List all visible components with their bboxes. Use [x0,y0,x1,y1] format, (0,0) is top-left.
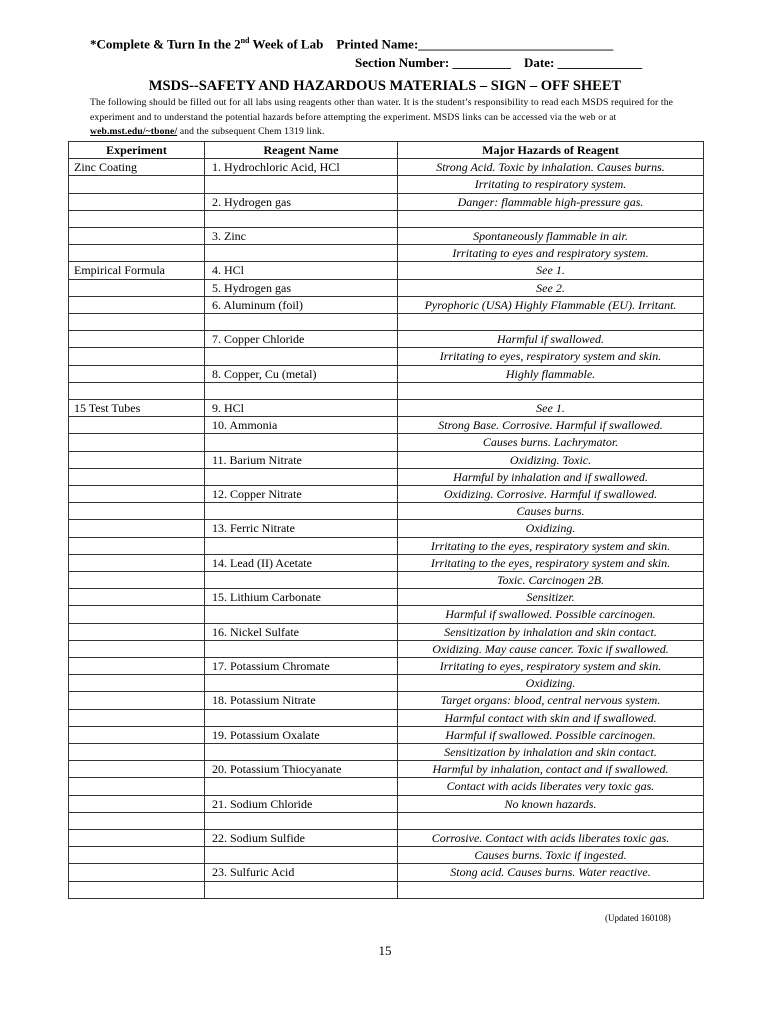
experiment-cell [69,210,205,227]
table-row [69,623,704,640]
experiment-cell [69,709,205,726]
table-row [69,744,704,761]
table-row [69,847,704,864]
experiment-cell [69,365,205,382]
hazard-cell: Corrosive. Contact with acids liberates toxic gas. [398,830,704,847]
experiment-cell [69,468,205,485]
hazard-cell: Irritating to respiratory system. [398,176,704,193]
page-title: MSDS--SAFETY AND HAZARDOUS MATERIALS – SIGN – OFF SHEET [148,78,622,94]
header-line1-suffix: Week of Lab [249,36,324,52]
experiment-cell [69,537,205,554]
reagent-cell [205,382,398,399]
hazard-cell: Irritating to the eyes, respiratory system and skin. [398,554,704,571]
table-row [69,881,704,898]
experiment-cell [69,314,205,331]
experiment-cell [69,658,205,675]
table-row [69,434,704,451]
experiment-cell [69,606,205,623]
experiment-cell [69,744,205,761]
table-row [69,210,704,227]
table-body [69,159,704,899]
reagent-cell: 2. Hydrogen gas [205,193,398,210]
reagent-cell: 11. Barium Nitrate [205,451,398,468]
experiment-cell [69,520,205,537]
experiment-cell [69,761,205,778]
table-row [69,554,704,571]
experiment-cell [69,881,205,898]
hazard-cell: Irritating to the eyes, respiratory system and skin. [398,537,704,554]
experiment-cell [69,830,205,847]
table-row [69,382,704,399]
table-row [69,400,704,417]
hazard-cell: Spontaneously flammable in air. [398,228,704,245]
table-row [69,589,704,606]
table-row [69,314,704,331]
experiment-cell [69,572,205,589]
hazard-cell: Strong Base. Corrosive. Harmful if swallowed. [398,417,704,434]
hazard-cell: Causes burns. Toxic if ingested. [398,847,704,864]
table-row [69,658,704,675]
reagent-cell: 13. Ferric Nitrate [205,520,398,537]
reagent-cell: 20. Potassium Thiocyanate [205,761,398,778]
hazard-cell: Sensitizer. [398,589,704,606]
experiment-cell [69,434,205,451]
reagent-cell [205,675,398,692]
table-row [69,606,704,623]
table-row [69,778,704,795]
lab-instruction-header [90,36,613,52]
reagent-cell [205,744,398,761]
reagent-cell [205,176,398,193]
hazard-cell: No known hazards. [398,795,704,812]
hazard-cell: Danger: flammable high-pressure gas. [398,193,704,210]
reagent-cell: 4. HCl [205,262,398,279]
experiment-cell [69,675,205,692]
hazard-cell: Irritating to eyes and respiratory system. [398,245,704,262]
hazard-cell: Harmful if swallowed. [398,331,704,348]
table-row [69,193,704,210]
table-row [69,830,704,847]
hazard-cell: Oxidizing. Corrosive. Harmful if swallowed. [398,486,704,503]
header-line1-sup: nd [240,36,250,45]
experiment-cell [69,279,205,296]
hazard-cell: Oxidizing. Toxic. [398,451,704,468]
experiment-cell [69,296,205,313]
column-header-hazards: Major Hazards of Reagent [398,142,704,159]
column-header-experiment: Experiment [69,142,205,159]
experiment-cell [69,451,205,468]
table-row [69,795,704,812]
hazard-cell: Target organs: blood, central nervous system. [398,692,704,709]
experiment-cell [69,554,205,571]
hazard-cell: Stong acid. Causes burns. Water reactive. [398,864,704,881]
hazard-cell: Sensitization by inhalation and skin contact. [398,744,704,761]
experiment-cell [69,417,205,434]
hazard-cell: Contact with acids liberates very toxic gas. [398,778,704,795]
experiment-cell [69,503,205,520]
experiment-cell [69,245,205,262]
table-row [69,812,704,829]
reagent-cell: 21. Sodium Chloride [205,795,398,812]
table-row [69,675,704,692]
experiment-cell [69,193,205,210]
column-header-reagent: Reagent Name [205,142,398,159]
reagent-cell: 22. Sodium Sulfide [205,830,398,847]
reagent-cell [205,210,398,227]
table-row [69,417,704,434]
experiment-cell [69,864,205,881]
reagent-cell [205,434,398,451]
table-row [69,176,704,193]
experiment-cell [69,331,205,348]
reagent-cell: 19. Potassium Oxalate [205,726,398,743]
hazard-cell: Strong Acid. Toxic by inhalation. Causes burns. [398,159,704,176]
reagent-cell [205,847,398,864]
table-header-row [69,142,704,159]
reagent-cell: 1. Hydrochloric Acid, HCl [205,159,398,176]
experiment-cell [69,228,205,245]
header-line1-prefix: *Complete & Turn In the 2 [90,36,241,52]
printed-name-field[interactable]: Printed Name:______________________________ [336,36,614,52]
table-row [69,451,704,468]
table-row [69,726,704,743]
hazard-cell [398,382,704,399]
hazard-cell: Irritating to eyes, respiratory system and skin. [398,348,704,365]
experiment-cell [69,726,205,743]
reagent-cell: 3. Zinc [205,228,398,245]
intro-text-before: The following should be filled out for all labs using reagents other than water. It is the student’s responsibility to read each MSDS required for the experiment and to understand the potential hazards before attempting the experiment. MSDS links can be accessed via the web or at [90,97,674,123]
reagent-cell [205,348,398,365]
page-number: 15 [378,943,392,958]
hazard-cell: Toxic. Carcinogen 2B. [398,572,704,589]
msds-table [68,141,704,899]
hazard-cell [398,314,704,331]
hazard-cell: Highly flammable. [398,365,704,382]
hazard-cell: Irritating to eyes, respiratory system and skin. [398,658,704,675]
table-row [69,262,704,279]
experiment-cell [69,348,205,365]
reagent-cell [205,606,398,623]
hazard-cell: Harmful by inhalation and if swallowed. [398,468,704,485]
reagent-cell [205,468,398,485]
reagent-cell [205,572,398,589]
reagent-cell [205,812,398,829]
experiment-cell [69,640,205,657]
experiment-cell: Empirical Formula [69,262,205,279]
reagent-cell: 15. Lithium Carbonate [205,589,398,606]
hazard-cell: Harmful if swallowed. Possible carcinogen. [398,726,704,743]
reagent-cell: 9. HCl [205,400,398,417]
reagent-cell [205,778,398,795]
experiment-cell: 15 Test Tubes [69,400,205,417]
hazard-cell [398,210,704,227]
hazard-cell [398,812,704,829]
experiment-cell [69,176,205,193]
reagent-cell: 5. Hydrogen gas [205,279,398,296]
experiment-cell: Zinc Coating [69,159,205,176]
experiment-cell [69,812,205,829]
hazard-cell: See 2. [398,279,704,296]
table-row [69,640,704,657]
table-row [69,503,704,520]
table-row [69,348,704,365]
experiment-cell [69,486,205,503]
table-row [69,692,704,709]
reagent-cell: 12. Copper Nitrate [205,486,398,503]
section-date-line [355,55,642,71]
reagent-cell [205,537,398,554]
reagent-cell [205,640,398,657]
hazard-cell [398,881,704,898]
reagent-cell [205,314,398,331]
experiment-cell [69,382,205,399]
hazard-cell: Sensitization by inhalation and skin contact. [398,623,704,640]
reagent-cell: 23. Sulfuric Acid [205,864,398,881]
hazard-cell: See 1. [398,400,704,417]
table-row [69,279,704,296]
reagent-cell: 10. Ammonia [205,417,398,434]
hazard-cell: Pyrophoric (USA) Highly Flammable (EU). Irritant. [398,296,704,313]
updated-note: (Updated 160108) [605,913,671,923]
reagent-cell: 14. Lead (II) Acetate [205,554,398,571]
table-row [69,245,704,262]
table-row [69,486,704,503]
table-row [69,864,704,881]
hazard-cell: See 1. [398,262,704,279]
table-row [69,709,704,726]
reagent-cell: 7. Copper Chloride [205,331,398,348]
reagent-cell [205,881,398,898]
table-row [69,468,704,485]
reagent-cell: 16. Nickel Sulfate [205,623,398,640]
table-row [69,365,704,382]
hazard-cell: Harmful if swallowed. Possible carcinogen. [398,606,704,623]
table-row [69,761,704,778]
table-row [69,331,704,348]
experiment-cell [69,795,205,812]
table-row [69,572,704,589]
intro-paragraph [90,96,690,140]
experiment-cell [69,778,205,795]
reagent-cell [205,709,398,726]
hazard-cell: Causes burns. [398,503,704,520]
hazard-cell: Oxidizing. [398,520,704,537]
experiment-cell [69,692,205,709]
experiment-cell [69,589,205,606]
experiment-cell [69,847,205,864]
hazard-cell: Causes burns. Lachrymator. [398,434,704,451]
hazard-cell: Oxidizing. May cause cancer. Toxic if swallowed. [398,640,704,657]
reagent-cell [205,503,398,520]
hazard-cell: Harmful contact with skin and if swallowed. [398,709,704,726]
reagent-cell: 6. Aluminum (foil) [205,296,398,313]
date-field[interactable]: Date: _____________ [524,55,643,70]
reagent-cell: 18. Potassium Nitrate [205,692,398,709]
table-row [69,159,704,176]
reagent-cell: 8. Copper, Cu (metal) [205,365,398,382]
hazard-cell: Harmful by inhalation, contact and if swallowed. [398,761,704,778]
table-row [69,537,704,554]
experiment-cell [69,623,205,640]
reagent-cell [205,245,398,262]
table-row [69,228,704,245]
table-row [69,520,704,537]
reagent-cell: 17. Potassium Chromate [205,658,398,675]
msds-link[interactable]: web.mst.edu/~tbone/ [90,126,178,137]
hazard-cell: Oxidizing. [398,675,704,692]
intro-text-after: and the subsequent Chem 1319 link. [177,126,325,137]
section-number-field[interactable]: Section Number: _________ [355,55,511,70]
table-row [69,296,704,313]
